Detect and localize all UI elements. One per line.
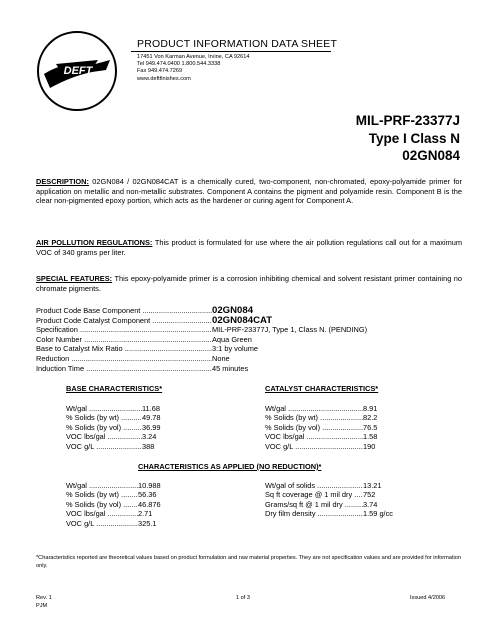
special-features-label: SPECIAL FEATURES: xyxy=(36,274,113,283)
characteristic-value: 13.21 xyxy=(363,481,382,490)
characteristic-value: 56.36 xyxy=(138,490,157,500)
svg-text:DEFT: DEFT xyxy=(63,65,93,77)
characteristic-value: 752 xyxy=(363,490,376,500)
characteristic-value: 388 xyxy=(142,441,155,451)
spec-line-3: 02GN084 xyxy=(402,148,460,163)
characteristic-label: % Solids (by vol) ..... xyxy=(66,500,138,509)
product-info-row xyxy=(36,316,367,326)
characteristic-row xyxy=(265,500,393,509)
revision: Rev. 1 xyxy=(36,595,52,601)
characteristic-value: 11.68 xyxy=(142,404,160,413)
website-line: www.deftfinishes.com xyxy=(137,75,191,82)
product-info-value: 02GN084CAT xyxy=(212,314,273,326)
air-pollution-label: AIR POLLUTION REGULATIONS: xyxy=(36,238,153,247)
header-title: PRODUCT INFORMATION DATA SHEET xyxy=(137,38,338,50)
catalyst-characteristics xyxy=(265,404,377,451)
product-info-row xyxy=(36,335,367,345)
spec-line-1: MIL-PRF-23377J xyxy=(355,113,460,128)
product-info-value: Aqua Green xyxy=(212,334,252,344)
product-info-label: Product Code Base Component ..... xyxy=(36,306,212,316)
characteristic-row xyxy=(265,423,377,432)
characteristic-row xyxy=(66,490,161,499)
characteristic-value: 190 xyxy=(363,441,376,451)
fax-line: Fax 949.474.7269 xyxy=(137,68,183,75)
issued-date: Issued 4/2006 xyxy=(410,595,446,601)
product-info-value: MIL-PRF-23377J, Type 1, Class N. (PENDING) xyxy=(212,325,368,335)
company-address xyxy=(137,54,249,83)
characteristic-label: VOC g/L ..... xyxy=(66,442,142,451)
characteristic-value: 76.5 xyxy=(363,422,378,432)
applied-characteristics-left xyxy=(66,481,161,528)
air-pollution-text: This product is formulated for use where the air pollution regulations call out for a maximum VOC of 340 grams per liter. xyxy=(36,238,463,257)
characteristic-row xyxy=(66,442,161,451)
product-info-row xyxy=(36,344,367,354)
characteristic-label: % Solids (by wt) ..... xyxy=(265,413,363,422)
applied-characteristics-right xyxy=(265,481,393,519)
page-number: 1 of 3 xyxy=(236,595,250,601)
header-divider xyxy=(131,51,331,52)
description-label: DESCRIPTION: xyxy=(36,177,89,186)
characteristic-label: VOC g/L ..... xyxy=(265,442,363,451)
characteristic-label: Sq ft coverage @ 1 mil dry ..... xyxy=(265,490,363,499)
characteristic-label: % Solids (by vol) ..... xyxy=(66,423,142,432)
product-info-value: None xyxy=(212,353,230,363)
characteristic-label: VOC lbs/gal ..... xyxy=(265,432,363,441)
characteristic-row xyxy=(66,432,161,441)
characteristic-label: Wt/gal ..... xyxy=(265,404,363,413)
characteristic-row xyxy=(66,423,161,432)
product-info-value: 02GN084 xyxy=(212,305,254,316)
characteristic-label: % Solids (by wt) ..... xyxy=(66,490,138,499)
product-info-list xyxy=(36,306,367,373)
special-features-text: This epoxy-polyamide primer is a corrosion inhibiting chemical and solvent resistant primer containing no chromate pigments. xyxy=(36,274,462,293)
footnote: *Characteristics reported are theoretical values based on product formulation and raw material properties. They are not specification values and are provided for information only. xyxy=(36,555,461,569)
product-info-row xyxy=(36,325,367,335)
characteristic-label: VOC lbs/gal ..... xyxy=(66,432,142,441)
product-info-row xyxy=(36,306,367,316)
product-info-row xyxy=(36,354,367,364)
product-info-label: Base to Catalyst Mix Ratio ..... xyxy=(36,344,212,354)
characteristic-row xyxy=(66,519,161,528)
characteristic-row xyxy=(265,442,377,451)
characteristic-label: Grams/sq ft @ 1 mil dry ..... xyxy=(265,500,363,509)
characteristic-row xyxy=(66,500,161,509)
characteristic-value: 3.74 xyxy=(363,499,378,509)
characteristic-label: Wt/gal ..... xyxy=(66,481,138,490)
product-info-row xyxy=(36,364,367,374)
characteristic-row xyxy=(265,509,393,518)
base-characteristics xyxy=(66,404,161,451)
characteristic-label: Wt/gal ..... xyxy=(66,404,142,413)
product-info-value: 45 minutes xyxy=(212,363,249,373)
characteristic-row xyxy=(265,404,377,413)
characteristic-label: % Solids (by vol) ..... xyxy=(265,423,363,432)
author-initials: PJM xyxy=(36,603,48,609)
characteristic-row xyxy=(66,509,161,518)
product-info-label: Specification ..... xyxy=(36,325,212,335)
special-features-paragraph xyxy=(36,274,462,293)
air-pollution-paragraph xyxy=(36,238,462,257)
characteristic-row xyxy=(66,404,161,413)
characteristic-value: 2.71 xyxy=(138,509,153,519)
product-info-label: Reduction ..... xyxy=(36,354,212,364)
characteristic-row xyxy=(265,413,377,422)
spec-title xyxy=(356,112,460,165)
product-info-label: Product Code Catalyst Component ..... xyxy=(36,316,212,326)
description-text: 02GN084 / 02GN084CAT is a chemically cured, two-component, non-chromated, epoxy-polyamide primer for application on metallic and non-metallic substrates. Component A contains the pigment and polyamide resin. Component B is the clear non-pigmented epoxy portion, which acts as the hardener or curing agent for Component A. xyxy=(36,177,462,206)
characteristic-value: 49.78 xyxy=(142,413,161,423)
phone-line: Tel 949.474.0400 1.800.544.3338 xyxy=(137,61,221,68)
catalyst-heading: CATALYST CHARACTERISTICS* xyxy=(265,384,379,393)
characteristic-value: 46.876 xyxy=(138,499,161,509)
deft-logo xyxy=(36,30,118,112)
product-info-label: Induction Time ..... xyxy=(36,364,212,374)
characteristic-value: 3.24 xyxy=(142,432,157,442)
characteristic-value: 82.2 xyxy=(363,413,378,423)
address-line: 17451 Von Karman Avenue, Irvine, CA 92614 xyxy=(137,54,250,60)
characteristic-value: 1.58 xyxy=(363,432,378,442)
characteristic-label: Dry film density ..... xyxy=(265,509,363,518)
characteristic-value: 325.1 xyxy=(138,518,157,528)
characteristic-row xyxy=(66,413,161,422)
product-info-value: 3:1 by volume xyxy=(212,344,259,354)
characteristic-value: 8.91 xyxy=(363,404,378,413)
product-info-label: Color Number ..... xyxy=(36,335,212,345)
characteristic-label: VOC lbs/gal ..... xyxy=(66,509,138,518)
spec-line-2: Type I Class N xyxy=(368,130,460,146)
description-paragraph xyxy=(36,177,462,206)
characteristic-row xyxy=(265,432,377,441)
applied-heading: CHARACTERISTICS AS APPLIED (NO REDUCTION)* xyxy=(138,462,322,471)
characteristic-label: VOC g/L ..... xyxy=(66,519,138,528)
characteristic-row xyxy=(265,490,393,499)
characteristic-label: Wt/gal of solids ..... xyxy=(265,481,363,490)
characteristic-label: % Solids (by wt) ..... xyxy=(66,413,142,422)
characteristic-value: 1.59 g/cc xyxy=(363,509,393,519)
characteristic-row xyxy=(66,481,161,490)
characteristic-row xyxy=(265,481,393,490)
base-heading: BASE CHARACTERISTICS* xyxy=(66,384,163,393)
characteristic-value: 10.988 xyxy=(138,481,161,490)
characteristic-value: 36.99 xyxy=(142,422,161,432)
